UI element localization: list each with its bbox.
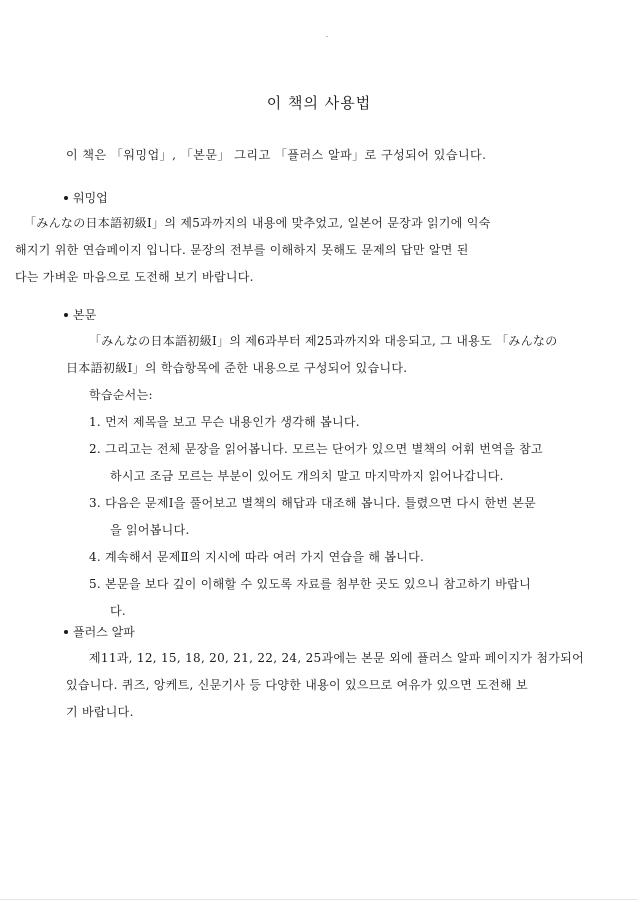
plus-alpha-line-3: 기 바랍니다. [66, 705, 134, 719]
section-heading-warmup [64, 189, 108, 206]
step-2-cont: 하시고 조금 모르는 부분이 있어도 개의치 말고 마지막까지 읽어나갑니다. [110, 469, 504, 483]
page-bottom-edge [0, 899, 638, 900]
step-1: 1. 먼저 제목을 보고 무슨 내용인가 생각해 봅니다. [89, 415, 360, 429]
main-heading: 본문 [73, 308, 97, 322]
step-3-cont: 을 읽어봅니다. [110, 523, 190, 537]
bullet-icon [64, 196, 68, 200]
main-line-1: 「みんなの日本語初級Ⅰ」의 제6과부터 제25과까지와 대응되고, 그 내용도 「みんなの [89, 334, 558, 348]
step-3: 3. 다음은 문제Ⅰ을 풀어보고 별책의 해답과 대조해 봅니다. 틀렸으면 다시 한번 본문 [89, 496, 537, 510]
step-5-cont: 다. [110, 604, 127, 618]
plus-alpha-heading: 플러스 알파 [73, 625, 135, 639]
step-5: 5. 본문을 보다 깊이 이해할 수 있도록 자료를 첨부한 곳도 있으니 참고하기 바랍니 [89, 577, 531, 591]
page-title: 이 책의 사용법 [266, 94, 372, 112]
warmup-paragraph [0, 210, 491, 291]
plus-alpha-line-1: 제11과, 12, 15, 18, 20, 21, 22, 24, 25과에는 본문 외에 플러스 알파 페이지가 첨가되어 [89, 651, 584, 665]
section-heading-plus-alpha [64, 623, 135, 640]
bullet-icon [64, 630, 68, 634]
warmup-line-2: 해지기 위한 연습페이지 입니다. 문장의 전부를 이해하지 못해도 문제의 답만 알면 된 [15, 243, 469, 257]
step-4: 4. 계속해서 문제Ⅱ의 지시에 따라 여러 가지 연습을 해 봅니다. [89, 550, 425, 564]
bullet-icon [64, 313, 68, 317]
main-line-3: 학습순서는: [89, 388, 153, 402]
step-2: 2. 그리고는 전체 문장을 읽어봅니다. 모르는 단어가 있으면 별책의 어휘 번역을 참고 [89, 442, 543, 456]
warmup-line-1: 「みんなの日本語初級Ⅰ」의 제5과까지의 내용에 맞추었고, 일본어 문장과 읽기에 익숙 [24, 216, 491, 230]
plus-alpha-paragraph [0, 645, 584, 726]
warmup-heading: 워밍업 [73, 191, 108, 205]
scan-mark [326, 36, 328, 37]
intro-text: 이 책은 「워밍업」, 「본문」 그리고 「플러스 알파」로 구성되어 있습니다. [66, 148, 487, 162]
warmup-line-3: 다는 가벼운 마음으로 도전해 보기 바랍니다. [15, 270, 254, 284]
main-paragraph [0, 328, 558, 625]
section-heading-main [64, 306, 96, 323]
plus-alpha-line-2: 있습니다. 퀴즈, 앙케트, 신문기사 등 다양한 내용이 있으므로 여유가 있으면 도전해 보 [66, 678, 528, 692]
main-line-2: 日本語初級Ⅰ」의 학습항목에 준한 내용으로 구성되어 있습니다. [66, 361, 408, 375]
